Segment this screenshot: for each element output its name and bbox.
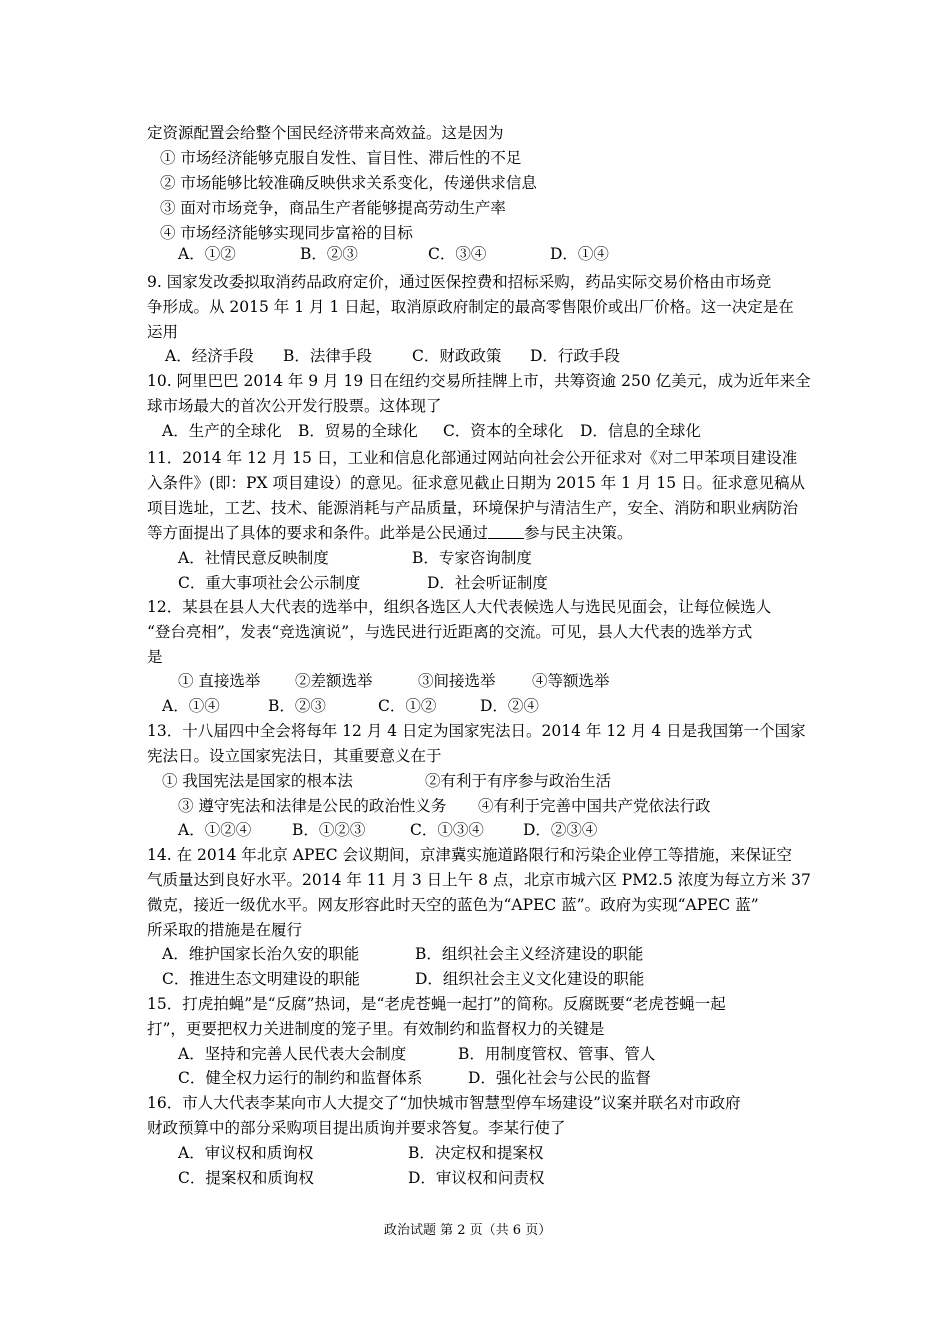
q13-item-1: ① 我国宪法是国家的根本法 (162, 772, 353, 790)
q13-option-d: D．②③④ (523, 821, 598, 839)
q11-option-a: A．社情民意反映制度 (178, 549, 329, 567)
q12-option-a: A．①④ (162, 697, 220, 715)
page-footer: 政治试题 第 2 页（共 6 页） (384, 1223, 552, 1238)
q11-line-4-part-b: 参与民主决策。 (524, 524, 633, 542)
q12-item-2: ②差额选举 (295, 672, 373, 690)
q11-line-2: 入条件》(即：PX 项目建设）的意见。征求意见截止日期为 2015 年 1 月 15 日。征求意见稿从 (147, 474, 806, 492)
q11-line-4 (147, 521, 633, 545)
q12-option-c: C．①② (378, 697, 437, 715)
q16-line-2: 财政预算中的部分采购项目提出质询并要求答复。李某行使了 (147, 1119, 566, 1137)
q13-item-3: ③ 遵守宪法和法律是公民的政治性义务 (178, 797, 447, 815)
q13-line-2: 宪法日。设立国家宪法日，其重要意义在于 (147, 747, 442, 765)
q8-item-1: ① 市场经济能够克服自发性、盲目性、滞后性的不足 (160, 149, 522, 167)
q9-option-c: C．财政政策 (412, 347, 502, 365)
q14-option-d: D．组织社会主义文化建设的职能 (415, 970, 645, 988)
q10-option-a: A．生产的全球化 (162, 422, 282, 440)
q9-line-3: 运用 (147, 323, 179, 341)
q16-line-1: 16．市人大代表李某向市人大提交了“加快城市智慧型停车场建设”议案并联名对市政府 (147, 1094, 741, 1112)
q8-item-3: ③ 面对市场竞争，商品生产者能够提高劳动生产率 (160, 199, 506, 217)
q8-option-b: B．②③ (300, 245, 358, 263)
answer-blank (488, 524, 524, 539)
q12-line-1: 12．某县在县人大代表的选举中，组织各选区人大代表候选人与选民见面会，让每位候选人 (147, 598, 772, 616)
q11-line-3: 项目选址，工艺、技术、能源消耗与产品质量，环境保护与清洁生产，安全、消防和职业病防治 (147, 499, 799, 517)
q9-line-2: 争形成。从 2015 年 1 月 1 日起，取消原政府制定的最高零售限价或出厂价格。这一决定是在 (147, 298, 794, 316)
q14-line-3: 微克，接近一级优水平。网友形容此时天空的蓝色为“APEC 蓝”。政府为实现“APEC 蓝” (147, 896, 759, 914)
q16-option-c: C．提案权和质询权 (178, 1169, 314, 1187)
q16-option-d: D．审议权和问责权 (408, 1169, 545, 1187)
q10-option-c: C．资本的全球化 (443, 422, 564, 440)
q12-item-3: ③间接选举 (418, 672, 496, 690)
q12-option-b: B．②③ (268, 697, 326, 715)
q15-option-c: C．健全权力运行的制约和监督体系 (178, 1069, 423, 1087)
q13-option-c: C．①③④ (410, 821, 484, 839)
q8-option-c: C．③④ (428, 245, 487, 263)
q12-item-4: ④等额选举 (532, 672, 610, 690)
q8-stem: 定资源配置会给整个国民经济带来高效益。这是因为 (147, 124, 504, 142)
q9-option-d: D．行政手段 (530, 347, 620, 365)
q15-option-b: B．用制度管权、管事、管人 (458, 1045, 656, 1063)
q11-option-b: B．专家咨询制度 (412, 549, 532, 567)
q11-option-d: D．社会听证制度 (427, 574, 548, 592)
q10-line-2: 球市场最大的首次公开发行股票。这体现了 (147, 397, 442, 415)
q11-option-c: C．重大事项社会公示制度 (178, 574, 361, 592)
q14-line-4: 所采取的措施是在履行 (147, 921, 303, 939)
q14-line-1: 14. 在 2014 年北京 APEC 会议期间，京津冀实施道路限行和污染企业停工等措施，来保证空 (147, 846, 793, 864)
q13-option-b: B．①②③ (292, 821, 366, 839)
q8-option-d: D．①④ (550, 245, 609, 263)
q10-option-b: B．贸易的全球化 (298, 422, 418, 440)
q14-option-b: B．组织社会主义经济建设的职能 (415, 945, 644, 963)
q9-option-a: A．经济手段 (165, 347, 254, 365)
q16-option-a: A．审议权和质询权 (178, 1144, 314, 1162)
q9-line-1: 9. 国家发改委拟取消药品政府定价，通过医保控费和招标采购，药品实际交易价格由市场竞 (147, 273, 772, 291)
q15-line-1: 15．打虎拍蝇”是“反腐”热词，是“老虎苍蝇一起打”的简称。反腐既要“老虎苍蝇一起 (147, 995, 726, 1013)
q8-item-4: ④ 市场经济能够实现同步富裕的目标 (160, 224, 413, 242)
q11-line-1: 11．2014 年 12 月 15 日，工业和信息化部通过网站向社会公开征求对《对二甲苯项目建设准 (147, 449, 798, 467)
q15-line-2: 打”，更要把权力关进制度的笼子里。有效制约和监督权力的关键是 (147, 1020, 605, 1038)
q8-option-a: A．①② (178, 245, 236, 263)
q8-item-2: ② 市场能够比较准确反映供求关系变化，传递供求信息 (160, 174, 537, 192)
q14-line-2: 气质量达到良好水平。2014 年 11 月 3 日上午 8 点，北京市城六区 PM2.5 浓度为每立方米 37 (147, 871, 811, 889)
q12-item-1: ① 直接选举 (178, 672, 261, 690)
q14-option-a: A．维护国家长治久安的职能 (162, 945, 360, 963)
q12-line-3: 是 (147, 648, 163, 666)
q13-item-4: ④有利于完善中国共产党依法行政 (478, 797, 711, 815)
q10-line-1: 10. 阿里巴巴 2014 年 9 月 19 日在纽约交易所挂牌上市，共筹资逾 250 亿美元，成为近年来全 (147, 372, 811, 390)
q13-option-a: A．①②④ (178, 821, 252, 839)
q15-option-d: D．强化社会与公民的监督 (468, 1069, 651, 1087)
q12-line-2: “登台亮相”，发表“竞选演说”，与选民进行近距离的交流。可见，县人大代表的选举方式 (147, 623, 753, 641)
q15-option-a: A．坚持和完善人民代表大会制度 (178, 1045, 407, 1063)
q9-option-b: B．法律手段 (283, 347, 372, 365)
q12-option-d: D．②④ (480, 697, 539, 715)
q14-option-c: C．推进生态文明建设的职能 (162, 970, 360, 988)
q13-line-1: 13．十八届四中全会将每年 12 月 4 日定为国家宪法日。2014 年 12 月 4 日是我国第一个国家 (147, 722, 806, 740)
q11-line-4-part-a: 等方面提出了具体的要求和条件。此举是公民通过 (147, 524, 489, 542)
q16-option-b: B．决定权和提案权 (408, 1144, 544, 1162)
q13-item-2: ②有利于有序参与政治生活 (425, 772, 612, 790)
q10-option-d: D．信息的全球化 (580, 422, 701, 440)
